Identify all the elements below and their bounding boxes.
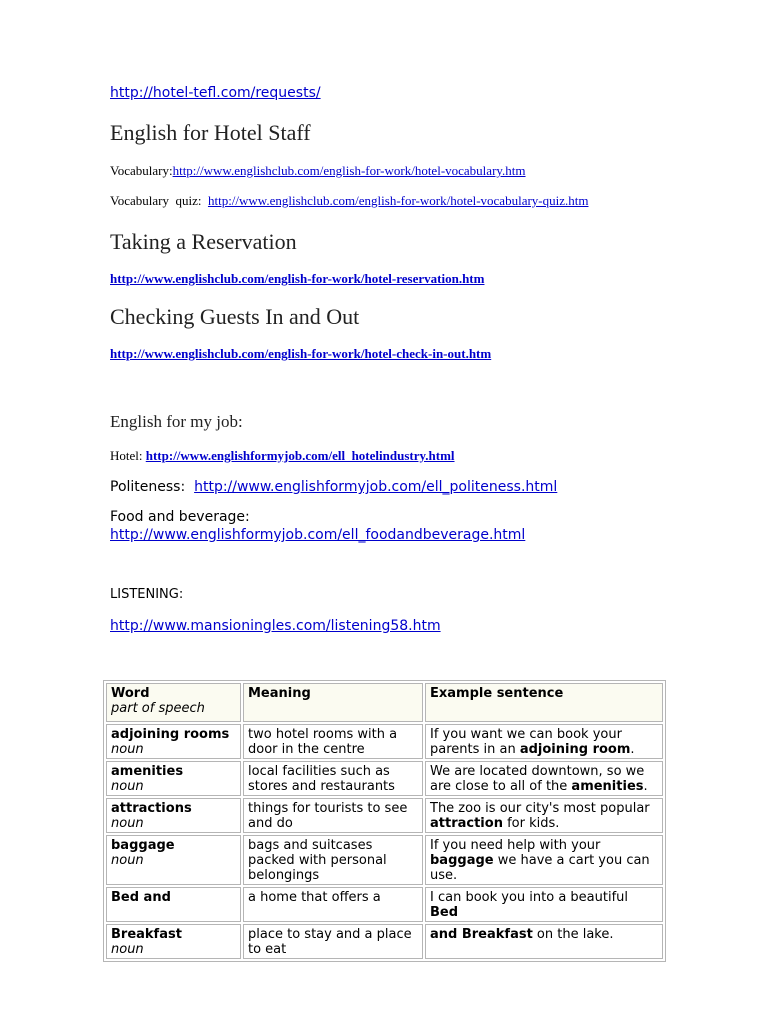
part-of-speech: noun [111,942,144,957]
word: adjoining rooms [111,727,230,742]
meaning-cell: bags and suitcases packed with personal belongings [243,835,423,885]
reservation-link[interactable]: http://www.englishclub.com/english-for-work/hotel-reservation.htm [110,271,485,286]
vocab-quiz-line [110,193,588,209]
example-text: We are located downtown, so we are close to all of the [430,764,645,794]
example-text: If you need help with your [430,838,601,853]
word-cell [106,887,241,922]
word: Bed and [111,890,171,905]
word-cell [106,761,241,796]
word: attractions [111,801,192,816]
example-keyword: attraction [430,816,503,831]
part-of-speech: noun [111,779,144,794]
vocabulary-link[interactable]: http://www.englishclub.com/english-for-work/hotel-vocabulary.htm [172,163,526,178]
example-text-end: . [643,779,648,794]
heading-listening: LISTENING: [110,587,184,602]
table-row [106,724,663,759]
meaning-cell: place to stay and a place to eat [243,924,423,959]
heading-checking: Checking Guests In and Out [110,304,360,329]
example-cell [425,761,663,796]
food-beverage-link[interactable]: http://www.englishformyjob.com/ell_foodandbeverage.html [110,527,526,543]
politeness-link[interactable]: http://www.englishformyjob.com/ell_politeness.html [194,479,558,495]
example-keyword: baggage [430,853,494,868]
example-text-end: . [630,742,635,757]
politeness-line [110,479,557,495]
checkinout-link[interactable]: http://www.englishclub.com/english-for-work/hotel-check-in-out.htm [110,346,492,361]
example-text-end: on the lake. [532,927,614,942]
meaning-cell: local facilities such as stores and restaurants [243,761,423,796]
example-text-end: we have a cart you can use. [430,853,650,883]
word: baggage [111,838,175,853]
word-cell [106,724,241,759]
word: amenities [111,764,184,779]
example-keyword: Bed [430,905,459,920]
table-row [106,887,663,922]
meaning-cell: two hotel rooms with a door in the centre [243,724,423,759]
vocabulary-label: Vocabulary: [110,163,173,178]
vocab-quiz-link[interactable]: http://www.englishclub.com/english-for-work/hotel-vocabulary-quiz.htm [207,193,589,208]
food-beverage-label: Food and beverage: [110,509,250,525]
table-header-row [106,683,663,722]
example-text: I can book you into a beautiful [430,890,629,905]
hotel-industry-link[interactable]: http://www.englishformyjob.com/ell_hotelindustry.html [145,448,455,463]
vocabulary-table [103,680,666,962]
example-keyword: adjoining room [519,742,631,757]
header-example: Example sentence [430,686,564,701]
meaning-cell: a home that offers a [243,887,423,922]
word: Breakfast [111,927,182,942]
example-cell [425,724,663,759]
hotel-line [110,448,455,464]
word-cell [106,924,241,959]
politeness-label: Politeness: [110,479,186,495]
part-of-speech: noun [111,816,144,831]
header-meaning-cell [243,683,423,722]
vocabulary-line [110,163,526,179]
word-cell [106,798,241,833]
example-cell [425,798,663,833]
example-text-end: for kids. [502,816,560,831]
word-cell [106,835,241,885]
heading-hotel-staff: English for Hotel Staff [110,120,311,145]
header-pos: part of speech [111,701,205,716]
table-row [106,924,663,959]
requests-link[interactable]: http://hotel-tefl.com/requests/ [110,85,321,101]
part-of-speech: noun [111,742,144,757]
example-keyword: amenities [571,779,644,794]
example-cell [425,835,663,885]
header-meaning: Meaning [248,686,311,701]
heading-my-job: English for my job: [110,412,243,431]
example-text: If you want we can book your parents in an [430,727,622,757]
part-of-speech: noun [111,853,144,868]
meaning-cell: things for tourists to see and do [243,798,423,833]
vocab-quiz-label: Vocabulary quiz: [110,193,202,208]
example-cell [425,887,663,922]
header-example-cell [425,683,663,722]
table-row [106,798,663,833]
example-keyword: and Breakfast [430,927,533,942]
example-cell [425,924,663,959]
hotel-label: Hotel: [110,448,143,463]
heading-reservation: Taking a Reservation [110,229,297,254]
table-row [106,835,663,885]
example-text: The zoo is our city's most popular [430,801,650,816]
header-word: Word [111,686,150,701]
table-row [106,761,663,796]
header-word-cell [106,683,241,722]
listening-link[interactable]: http://www.mansioningles.com/listening58.htm [110,618,441,634]
